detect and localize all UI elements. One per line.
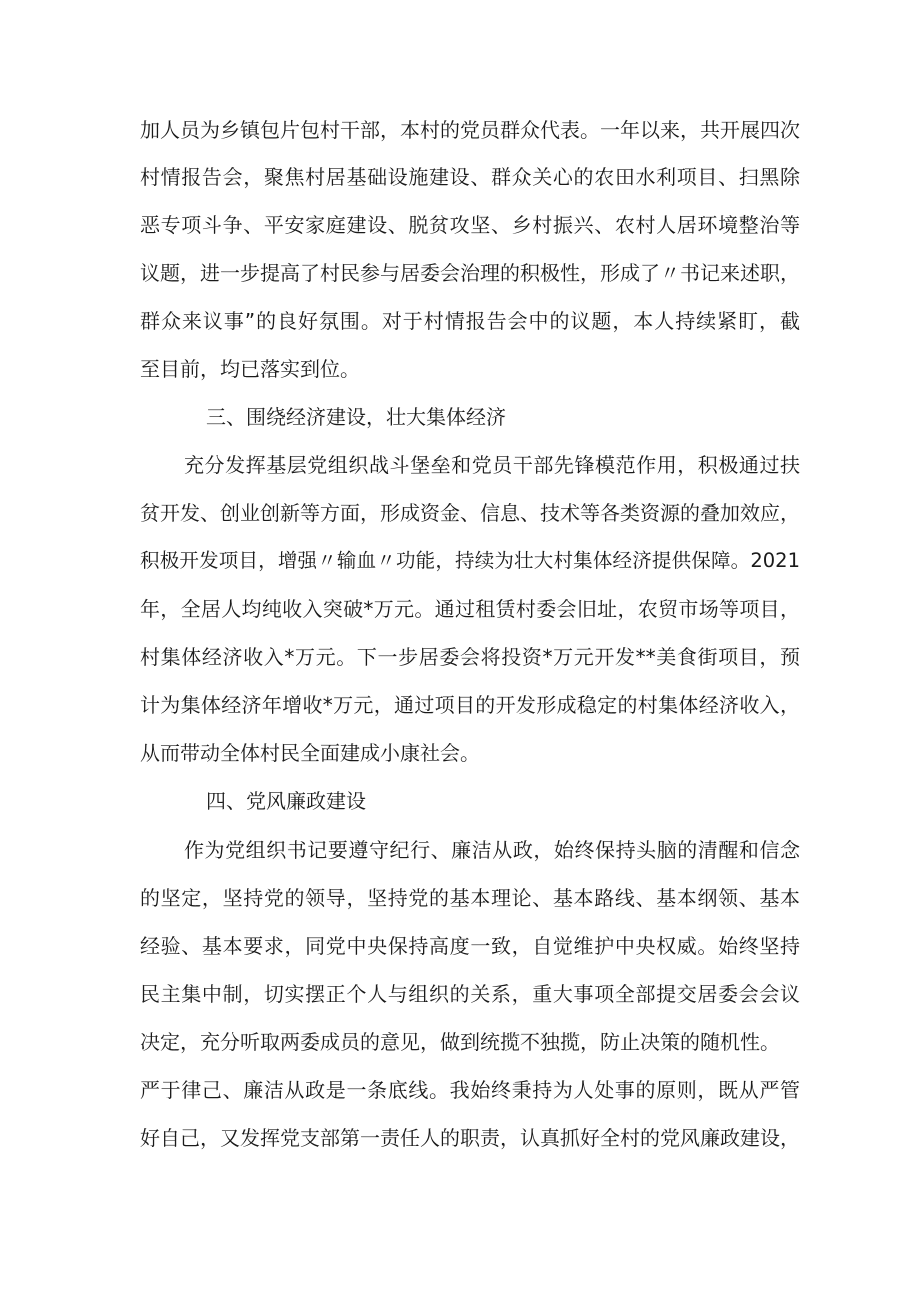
section-heading-3: 三、围绕经济建设，壮大集体经济 <box>206 405 506 429</box>
paragraph-line: 经验、基本要求，同党中央保持高度一致，自觉维护中央权威。始终坚持 <box>140 934 800 958</box>
paragraph-line: 至目前，均已落实到位。 <box>140 357 360 381</box>
paragraph-line: 的坚定，坚持党的领导，坚持党的基本理论、基本路线、基本纲领、基本 <box>140 886 800 910</box>
paragraph-line: 贫开发、创业创新等方面，形成资金、信息、技术等各类资源的叠加效应， <box>140 501 800 525</box>
paragraph-line: 村集体经济收入*万元。下一步居委会将投资*万元开发**美食街项目，预 <box>140 645 800 669</box>
paragraph-line: 好自己，又发挥党支部第一责任人的职责，认真抓好全村的党风廉政建设， <box>140 1126 800 1150</box>
paragraph-line: 群众来议事”的良好氛围。对于村情报告会中的议题，本人持续紧盯，截 <box>140 309 800 333</box>
paragraph-line: 积极开发项目，增强〃输血〃功能，持续为壮大村集体经济提供保障。2021 <box>140 549 800 572</box>
paragraph-line: 加人员为乡镇包片包村干部，本村的党员群众代表。一年以来，共开展四次 <box>140 118 800 142</box>
paragraph-line: 充分发挥基层党组织战斗堡垒和党员干部先锋模范作用，积极通过扶 <box>184 453 800 477</box>
paragraph-line: 议题，进一步提高了村民参与居委会治理的积极性，形成了〃书记来述职， <box>140 261 800 285</box>
paragraph-line: 计为集体经济年增收*万元，通过项目的开发形成稳定的村集体经济收入， <box>140 693 800 717</box>
section-heading-4: 四、党风廉政建设 <box>206 789 366 813</box>
paragraph-line: 村情报告会，聚焦村居基础设施建设、群众关心的农田水利项目、扫黑除 <box>140 165 800 189</box>
paragraph-line: 从而带动全体村民全面建成小康社会。 <box>140 741 480 765</box>
paragraph-line: 严于律己、廉洁从政是一条底线。我始终秉持为人处事的原则，既从严管 <box>140 1078 800 1102</box>
paragraph-line: 恶专项斗争、平安家庭建设、脱贫攻坚、乡村振兴、农村人居环境整治等 <box>140 213 800 237</box>
paragraph-line: 决定，充分听取两委成员的意见，做到统揽不独揽，防止决策的随机性。 <box>140 1030 780 1054</box>
paragraph-line: 民主集中制，切实摆正个人与组织的关系，重大事项全部提交居委会会议 <box>140 982 800 1006</box>
paragraph-line: 作为党组织书记要遵守纪行、廉洁从政，始终保持头脑的清醒和信念 <box>184 838 800 862</box>
paragraph-line: 年，全居人均纯收入突破*万元。通过租赁村委会旧址，农贸市场等项目， <box>140 597 800 621</box>
